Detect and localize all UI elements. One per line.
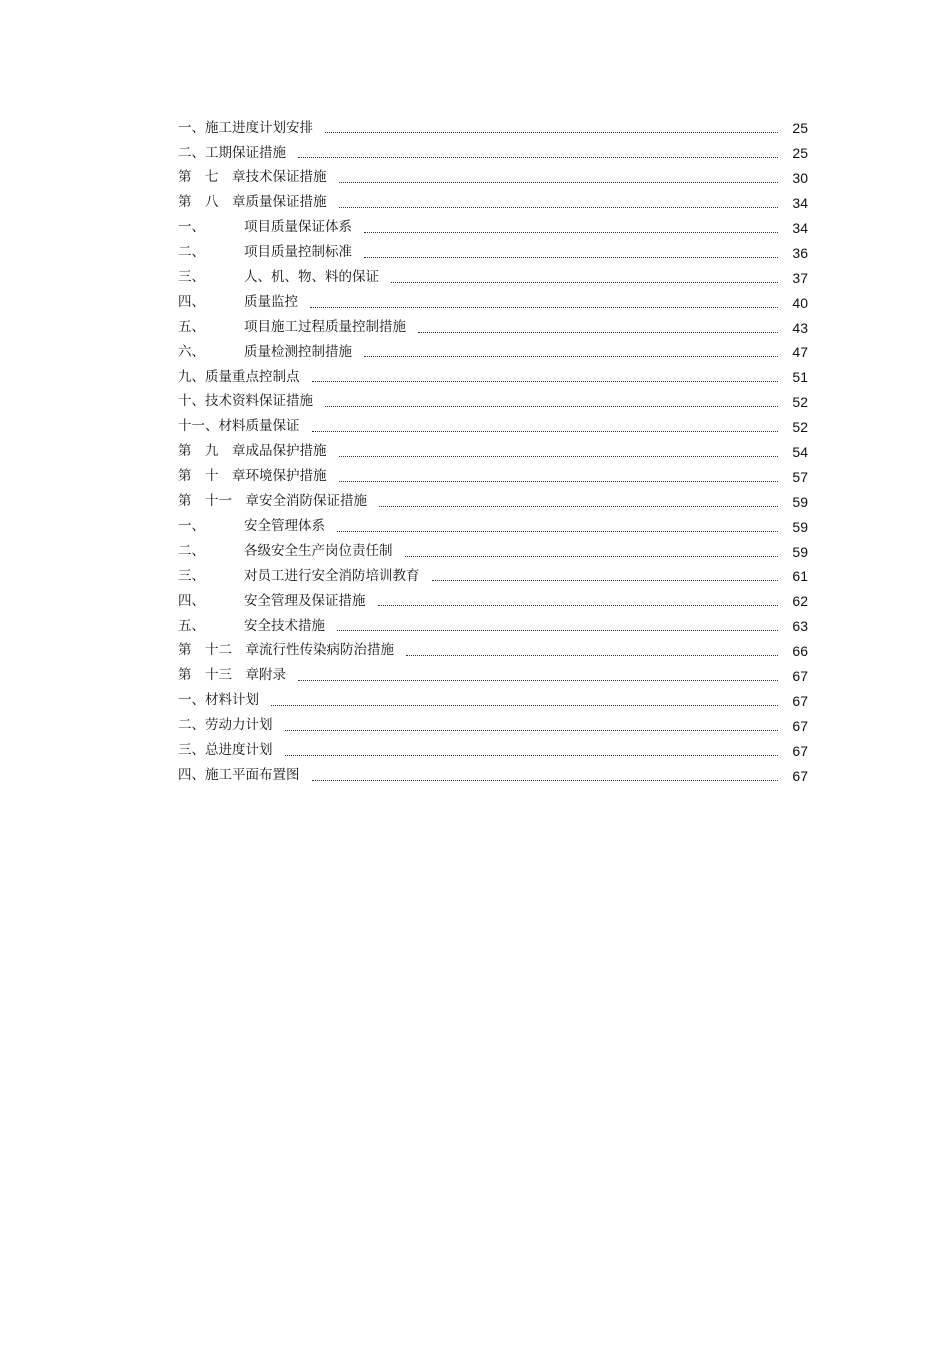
- dot-leader: [325, 131, 778, 133]
- toc-entry-title: 环境保护措施: [245, 468, 327, 485]
- toc-entry-number: 二、: [178, 244, 205, 261]
- toc-entry[interactable]: [178, 464, 808, 489]
- toc-entry[interactable]: [178, 390, 808, 415]
- toc-entry-page: 62: [792, 593, 808, 610]
- toc-entry[interactable]: [178, 440, 808, 465]
- dot-leader: [418, 331, 778, 333]
- toc-entry-page: 34: [792, 195, 808, 212]
- toc-entry[interactable]: [178, 589, 808, 614]
- toc-entry-title: 项目质量控制标准: [244, 244, 352, 261]
- dot-leader: [337, 530, 778, 532]
- toc-entry[interactable]: [178, 315, 808, 340]
- dot-leader: [406, 654, 778, 656]
- toc-entry-title: 流行性传染病防治措施: [259, 642, 394, 659]
- toc-entry-number: 五、: [178, 318, 205, 335]
- toc-entry-title: 各级安全生产岗位责任制: [244, 542, 393, 559]
- dot-leader: [364, 256, 778, 258]
- toc-entry-number: 十、: [178, 393, 205, 410]
- dot-leader: [339, 181, 779, 183]
- toc-entry-page: 25: [792, 120, 808, 137]
- dot-leader: [325, 405, 778, 407]
- toc-entry-title: 质量保证措施: [245, 194, 327, 211]
- toc-entry[interactable]: [178, 141, 808, 166]
- toc-entry-number: 第 八 章: [178, 194, 246, 211]
- toc-entry-number: 十一、: [178, 418, 219, 435]
- toc-entry-title: 技术保证措施: [245, 169, 327, 186]
- toc-entry[interactable]: [178, 265, 808, 290]
- toc-entry[interactable]: [178, 365, 808, 390]
- toc-entry-title: 安全消防保证措施: [259, 493, 367, 510]
- toc-entry-number: 二、: [178, 144, 205, 161]
- toc-entry-page: 67: [792, 717, 808, 734]
- toc-entry-title: 劳动力计划: [205, 717, 273, 734]
- dot-leader: [379, 505, 778, 507]
- toc-entry-title: 施工进度计划安排: [205, 119, 313, 136]
- dot-leader: [298, 679, 778, 681]
- toc-entry-number: 第 七 章: [178, 169, 246, 186]
- dot-leader: [339, 455, 779, 457]
- toc-entry-number: 三、: [178, 269, 205, 286]
- toc-entry-number: 四、: [178, 293, 205, 310]
- toc-entry-page: 67: [792, 767, 808, 784]
- toc-entry-title: 安全技术措施: [244, 617, 325, 634]
- toc-entry-title: 材料计划: [205, 692, 259, 709]
- toc-entry-title: 安全管理体系: [244, 517, 325, 534]
- toc-entry-page: 67: [792, 668, 808, 685]
- toc-entry-title: 总进度计划: [205, 741, 273, 758]
- dot-leader: [285, 754, 779, 756]
- toc-entry[interactable]: [178, 564, 808, 589]
- toc-entry[interactable]: [178, 166, 808, 191]
- dot-leader: [310, 306, 778, 308]
- toc-entry-title: 材料质量保证: [218, 418, 300, 435]
- toc-entry-number: 第 十三 章: [178, 667, 259, 684]
- dot-leader: [285, 729, 779, 731]
- toc-entry-number: 第 十二 章: [178, 642, 259, 659]
- dot-leader: [339, 206, 779, 208]
- toc-entry[interactable]: [178, 763, 808, 788]
- toc-entry[interactable]: [178, 614, 808, 639]
- toc-entry-title: 项目质量保证体系: [244, 219, 352, 236]
- toc-entry[interactable]: [178, 116, 808, 141]
- toc-entry[interactable]: [178, 664, 808, 689]
- toc-entry-number: 第 十一 章: [178, 493, 259, 510]
- toc-entry[interactable]: [178, 415, 808, 440]
- dot-leader: [364, 231, 778, 233]
- toc-entry-page: 63: [792, 618, 808, 635]
- dot-leader: [337, 629, 778, 631]
- toc-entry-title: 安全管理及保证措施: [244, 592, 366, 609]
- toc-entry-number: 一、: [178, 692, 205, 709]
- dot-leader: [312, 380, 779, 382]
- toc-entry-number: 二、: [178, 717, 205, 734]
- toc-entry-number: 第 九 章: [178, 443, 246, 460]
- toc-entry-title: 质量检测控制措施: [244, 343, 352, 360]
- toc-entry-number: 六、: [178, 343, 205, 360]
- toc-entry-page: 40: [792, 294, 808, 311]
- toc-entry[interactable]: [178, 290, 808, 315]
- toc-entry-number: 四、: [178, 592, 205, 609]
- toc-entry-page: 51: [792, 369, 808, 386]
- toc-entry[interactable]: [178, 713, 808, 738]
- toc-entry-title: 人、机、物、料的保证: [244, 269, 379, 286]
- toc-entry-page: 66: [792, 643, 808, 660]
- toc-entry-page: 34: [792, 220, 808, 236]
- toc-entry[interactable]: [178, 489, 808, 514]
- toc-entry[interactable]: [178, 539, 808, 564]
- toc-entry-page: 59: [792, 518, 808, 535]
- dot-leader: [432, 579, 779, 581]
- dot-leader: [271, 704, 778, 706]
- toc-entry-page: 67: [792, 742, 808, 759]
- toc-entry-title: 附录: [259, 667, 286, 684]
- table-of-contents: [178, 116, 808, 788]
- toc-entry-title: 质量重点控制点: [205, 368, 300, 385]
- toc-entry-title: 技术资料保证措施: [205, 393, 313, 410]
- toc-entry-page: 36: [792, 244, 808, 261]
- toc-entry-title: 施工平面布置图: [205, 766, 300, 783]
- dot-leader: [298, 156, 778, 158]
- toc-entry[interactable]: [178, 688, 808, 713]
- toc-entry-number: 四、: [178, 766, 205, 783]
- toc-entry[interactable]: [178, 240, 808, 265]
- toc-entry-page: 61: [792, 568, 808, 585]
- toc-entry[interactable]: [178, 191, 808, 216]
- toc-entry-page: 54: [792, 444, 808, 461]
- toc-entry[interactable]: [178, 514, 808, 539]
- dot-leader: [312, 430, 779, 432]
- toc-entry-page: 59: [792, 543, 808, 560]
- toc-entry-page: 57: [792, 468, 808, 485]
- toc-entry-page: 47: [792, 344, 808, 361]
- toc-entry[interactable]: [178, 738, 808, 763]
- toc-entry-page: 52: [792, 419, 808, 436]
- toc-entry-page: 43: [792, 319, 808, 336]
- toc-entry-number: 九、: [178, 368, 205, 385]
- toc-entry[interactable]: [178, 216, 808, 241]
- toc-entry-number: 第 十 章: [178, 468, 246, 485]
- toc-entry-title: 项目施工过程质量控制措施: [244, 318, 406, 335]
- toc-entry-page: 67: [792, 692, 808, 709]
- dot-leader: [378, 604, 779, 606]
- toc-entry-page: 59: [792, 493, 808, 510]
- dot-leader: [339, 480, 779, 482]
- toc-entry-number: 三、: [178, 741, 205, 758]
- toc-entry-number: 三、: [178, 567, 205, 584]
- dot-leader: [364, 355, 778, 357]
- toc-entry-number: 一、: [178, 119, 205, 136]
- toc-entry-number: 二、: [178, 542, 205, 559]
- toc-entry[interactable]: [178, 639, 808, 664]
- toc-entry-number: 一、: [178, 517, 205, 534]
- dot-leader: [391, 281, 778, 283]
- toc-entry-title: 工期保证措施: [205, 144, 286, 161]
- toc-entry-page: 52: [792, 394, 808, 411]
- dot-leader: [405, 555, 779, 557]
- toc-entry-title: 成品保护措施: [245, 443, 327, 460]
- toc-entry[interactable]: [178, 340, 808, 365]
- toc-entry-title: 对员工进行安全消防培训教育: [244, 567, 420, 584]
- toc-entry-page: 37: [792, 269, 808, 286]
- toc-entry-number: 五、: [178, 617, 205, 634]
- dot-leader: [312, 779, 779, 781]
- toc-entry-number: 一、: [178, 219, 205, 236]
- toc-entry-page: 30: [792, 170, 808, 187]
- toc-entry-page: 25: [792, 145, 808, 162]
- toc-entry-title: 质量监控: [244, 293, 298, 310]
